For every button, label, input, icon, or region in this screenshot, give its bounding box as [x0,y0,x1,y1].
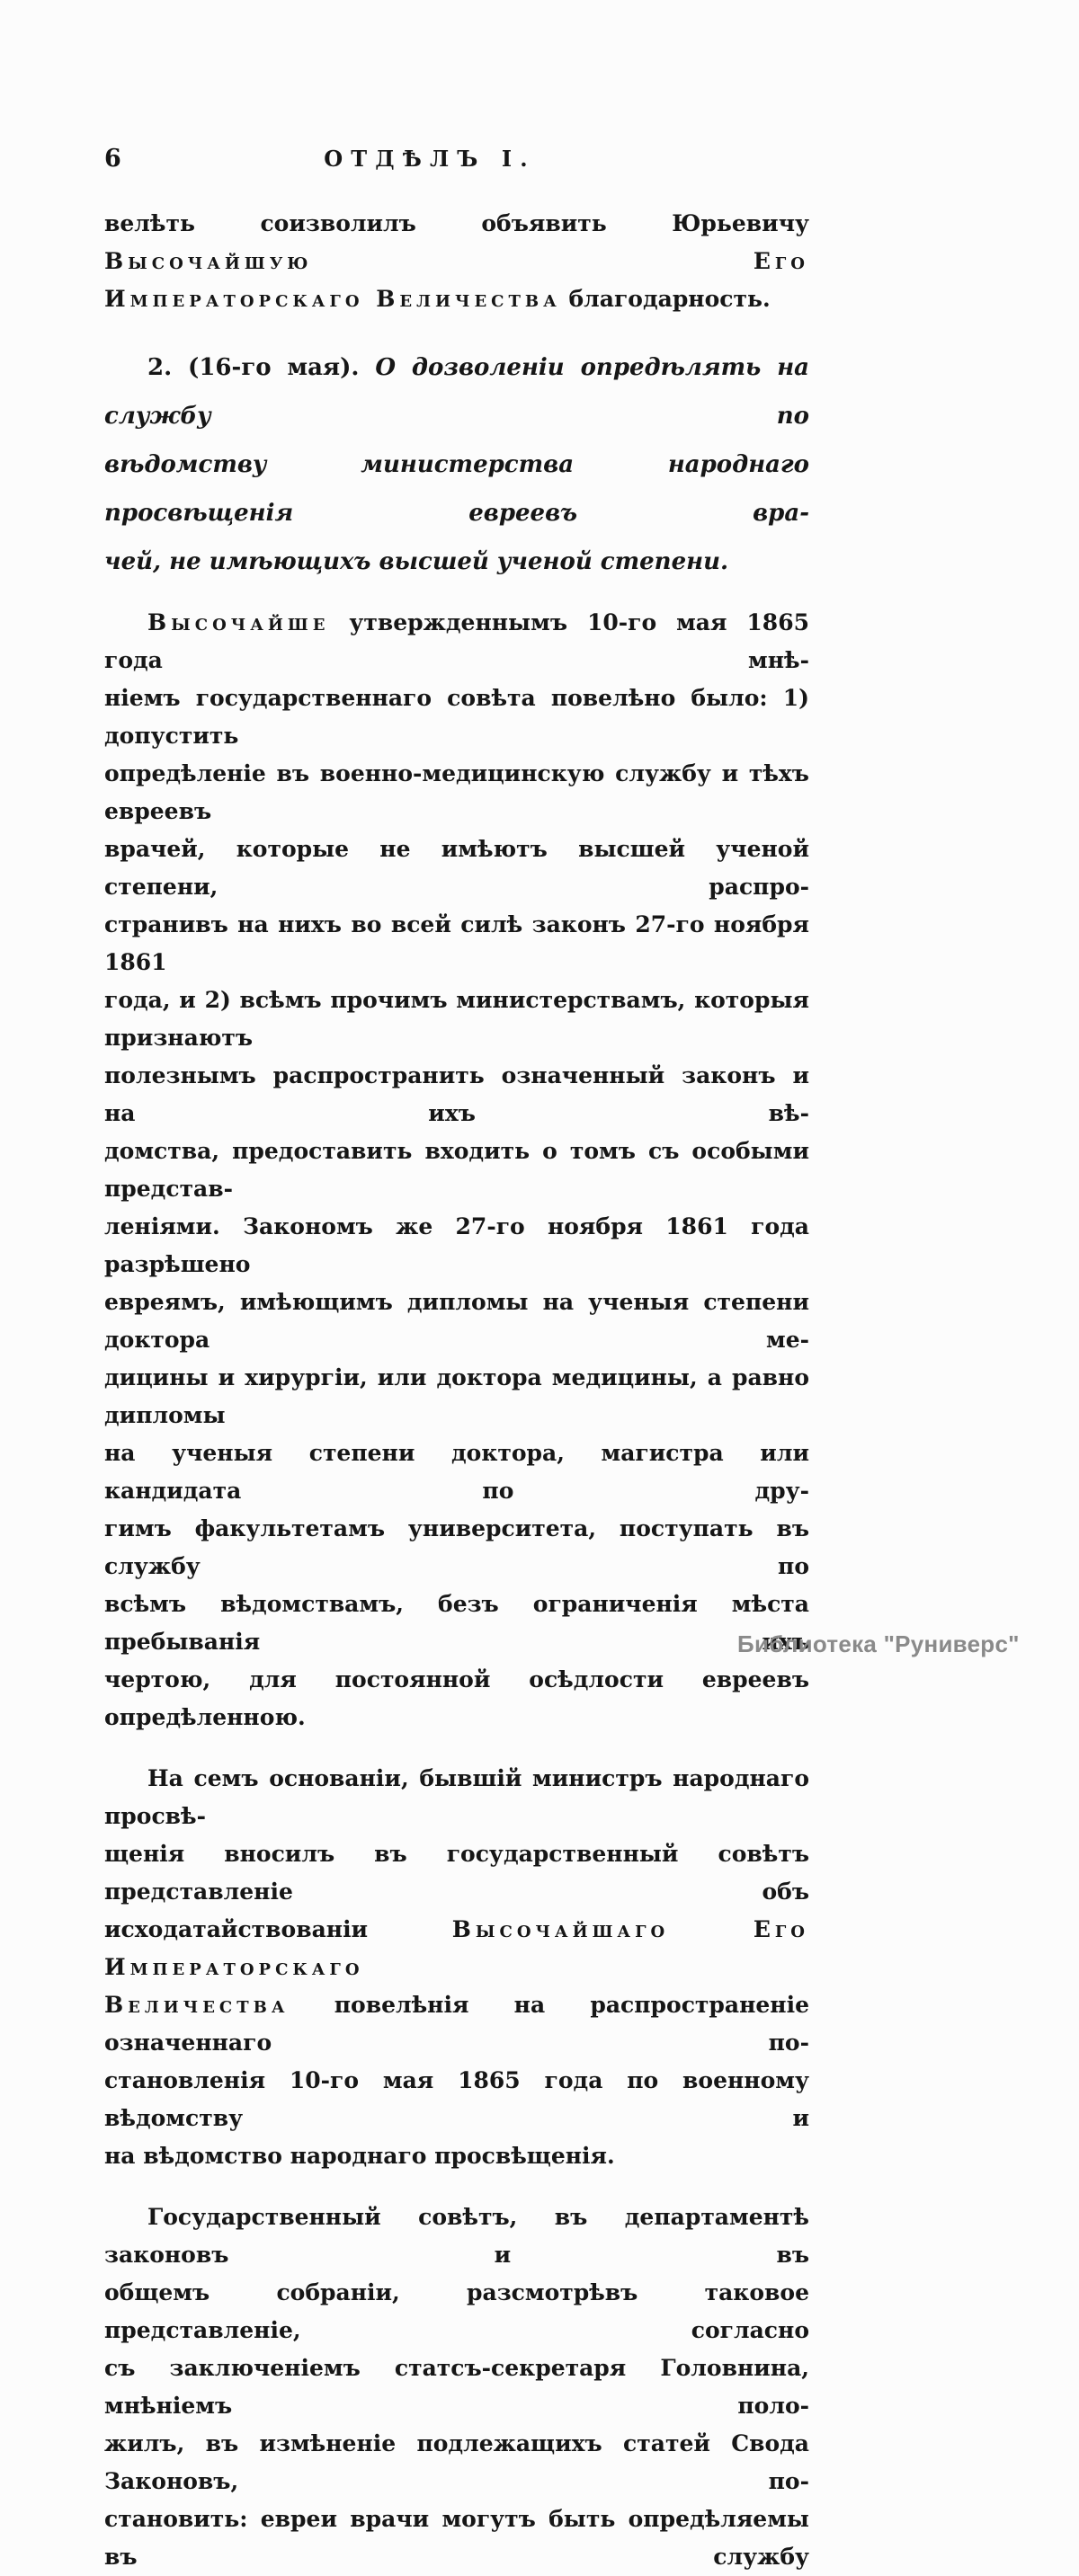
text-line [104,1359,809,1435]
text-segment: врачей, которые не имѣютъ высшей ученой степени, распро- [104,836,809,900]
text-segment: вѣдомству министерства народнаго просвѣщенія евреевъ вра- [104,451,809,527]
text-line [104,1661,809,1737]
text-line [104,755,809,831]
text-segment: Высочайшую [104,248,313,274]
text-segment: общемъ собраніи, разсмотрѣвъ таковое представленіе, согласно [104,2279,809,2343]
text-segment: леніями. Закономъ же 27-го ноября 1861 года разрѣшено [104,1213,809,1277]
page-number: 6 [104,145,121,173]
text-segment: повелѣнія на распространеніе означеннаго по- [104,1992,809,2056]
text-segment: ніемъ государственнаго совѣта повелѣно было: 1) допустить [104,685,809,749]
text-segment: Императорскаго Величества [104,286,561,312]
paragraph-body-continued [104,205,809,318]
text-line [104,1835,809,1911]
text-line [104,280,809,318]
text-segment: Высочайшаго [451,1916,670,1942]
text-segment: велѣть соизволилъ объявить Юрьевичу [104,210,809,236]
text-line [104,2274,809,2349]
text-segment: на вѣдомство народнаго просвѣщенія. [104,2143,615,2169]
text-line [104,1510,809,1586]
text-line [104,1911,809,1986]
text-segment: опредѣленіе въ военно-медицинскую службу и тѣхъ евреевъ [104,760,809,824]
text-segment: гимъ факультетамъ университета, поступать въ службу по [104,1515,809,1579]
text-segment: благодарность. [560,286,771,312]
text-segment: полезнымъ распространить означенный законъ и на ихъ вѣ- [104,1062,809,1126]
text-segment: Императорскаго [104,1954,364,1980]
text-segment: евреямъ, имѣющимъ дипломы на ученыя степени доктора ме- [104,1289,809,1353]
text-column [104,142,809,2576]
text-line [104,2500,809,2576]
text-segment: жилъ, въ измѣненіе подлежащихъ статей Свода Законовъ, по- [104,2430,809,2494]
text-segment: Государственный совѣтъ, въ департаментѣ законовъ и въ [104,2204,809,2268]
text-segment: Величества [104,1992,290,2018]
text-line [104,604,809,680]
text-segment [312,248,753,274]
text-line [104,2137,809,2175]
text-line [104,537,809,586]
text-segment: становить: евреи врачи могутъ быть опредѣляемы въ службу [104,2506,809,2570]
text-segment: всѣмъ вѣдомствамъ, безъ ограниченія мѣста пребыванія ихъ [104,1591,809,1655]
text-segment: на ученыя степени доктора, магистра или кандидата по дру- [104,1440,809,1504]
text-segment: чей, не имѣющихъ высшей ученой степени. [104,548,729,575]
text-segment: Высочайше [147,609,330,635]
text-segment: странивъ на нихъ во всей силѣ законъ 27-го ноября 1861 [104,911,809,975]
text-line [104,1057,809,1133]
text-line [104,1284,809,1359]
running-title: ОТДѢЛЪ I. [324,146,536,172]
library-watermark: Библиотека "Руниверс" [737,1630,1020,1657]
paragraph-section-heading [104,343,809,586]
text-line [104,2425,809,2500]
paragraph-body [104,2198,809,2576]
text-line [104,2062,809,2137]
text-line [104,343,809,440]
text-line [104,680,809,755]
text-segment: щенія вносилъ въ государственный совѣтъ представленіе объ [104,1841,809,1905]
text-block [104,205,809,2576]
paragraph-body [104,604,809,1737]
text-line [104,440,809,537]
text-segment: чертою, для постоянной осѣдлости евреевъ опредѣленною. [104,1666,809,1730]
running-header [104,142,809,176]
text-segment: На семъ основаніи, бывшій министръ народнаго просвѣ- [104,1765,809,1829]
text-line [104,1133,809,1208]
text-segment: года, и 2) всѣмъ прочимъ министерствамъ, которыя признаютъ [104,987,809,1051]
text-line [104,1760,809,1835]
text-line [104,1986,809,2062]
text-segment: Его [753,248,809,274]
text-line [104,831,809,906]
text-line [104,205,809,280]
text-line [104,2349,809,2425]
text-line [104,1435,809,1510]
text-segment [669,1916,754,1942]
text-segment: исходатайствованіи [104,1916,452,1942]
text-line [104,906,809,982]
text-line [104,1586,809,1661]
text-segment: домства, предоставить входить о томъ съ особыми представ- [104,1138,809,1202]
paragraph-body [104,1760,809,2175]
text-segment: съ заключеніемъ статсъ-секретаря Головнина, мнѣніемъ поло- [104,2355,809,2419]
text-segment: дицины и хирургіи, или доктора медицины, а равно дипломы [104,1364,809,1428]
text-line [104,982,809,1057]
text-segment: Его [753,1916,809,1942]
text-line [104,1208,809,1284]
text-line [104,2198,809,2274]
text-segment: становленія 10-го мая 1865 года по военному вѣдомству и [104,2067,809,2131]
text-segment: утвержденнымъ 10-го мая 1865 года мнѣ- [104,609,809,673]
text-segment: 2. (16-го мая). [147,354,376,381]
text-segment: О дозволеніи опредѣлять на службу по [104,354,809,430]
